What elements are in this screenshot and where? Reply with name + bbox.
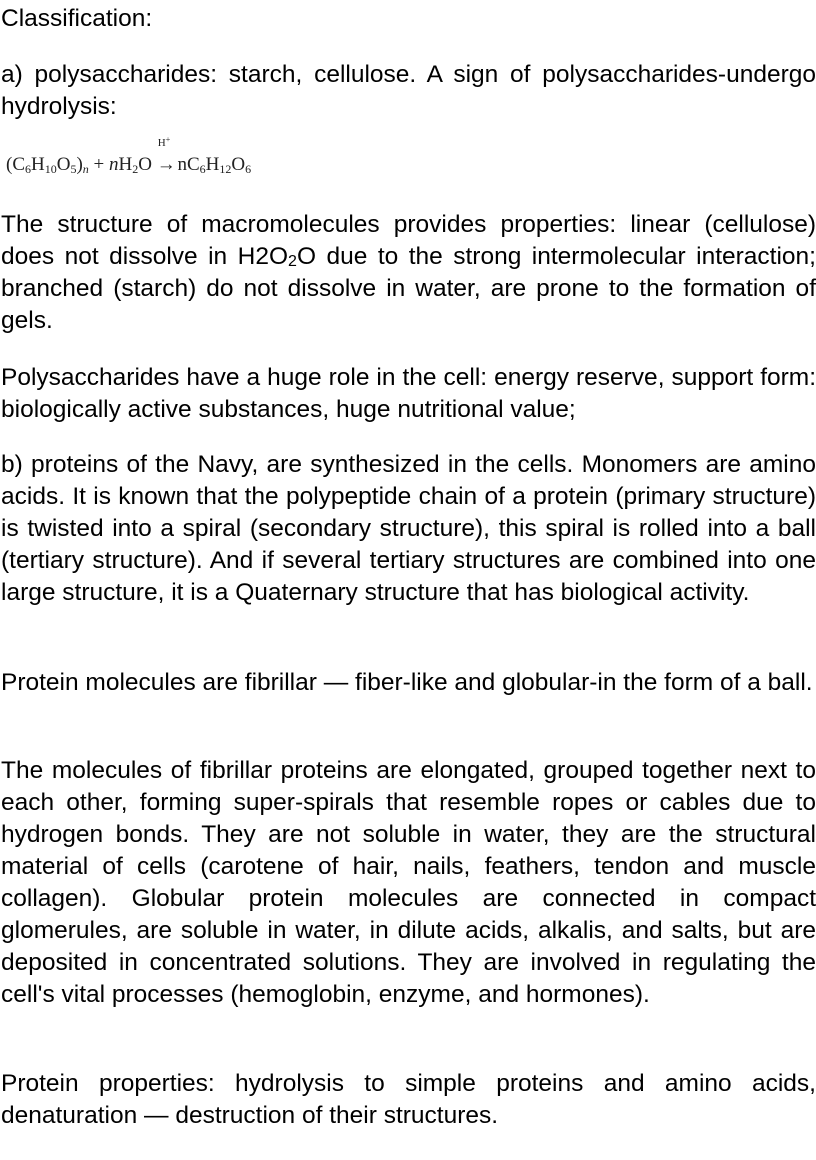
- hydrolysis-equation: $(C_6H_{10}O_5)_n + nH_2O$ H+ → $nC_6H_{12}O_6$: [6, 150, 251, 180]
- classification-heading: Classification:: [1, 5, 153, 32]
- proteins-paragraph: b) proteins of the Navy, are synthesized in the cells. Monomers are amino acids. It is known that the polypeptide chain of a protein (primary structure) is twisted into a spiral (secondary structure), this spiral is rolled into a ball (tertiary structure). And if several tertiary structures are combined into one large structure, it is a Quaternary structure that has biological activity.: [1, 451, 816, 606]
- reaction-arrow: H+ →: [156, 135, 176, 175]
- macromolecule-structure-paragraph: The structure of macromolecules provides properties: linear (cellulose) does not dissolve in $H2O_2O$ due to the strong intermolecular interaction; branched (starch) do not dissolve in water, are prone to the formation of gels.: [1, 211, 816, 334]
- polysaccharides-paragraph: a) polysaccharides: starch, cellulose. A sign of polysaccharides-undergo hydrolysis:: [1, 61, 816, 120]
- fibrillar-globular-paragraph: The molecules of fibrillar proteins are elongated, grouped together next to each other, forming super-spirals that resemble ropes or cables due to hydrogen bonds. They are not soluble in water, they are the structural material of cells (carotene of hair, nails, feathers, tendon and muscle collagen). Globular protein molecules are connected in compact glomerules, are soluble in water, in dilute acids, alkalis, and salts, but are deposited in concentrated solutions. They are involved in regulating the cell's vital processes (hemoglobin, enzyme, and hormones).: [1, 757, 816, 1008]
- protein-properties-paragraph: Protein properties: hydrolysis to simple proteins and amino acids, denaturation — destruction of their structures.: [1, 1070, 816, 1129]
- polysaccharide-role-paragraph: Polysaccharides have a huge role in the cell: energy reserve, support form: biologically active substances, huge nutritional value;: [1, 364, 816, 423]
- protein-molecules-paragraph: Protein molecules are fibrillar — fiber-like and globular-in the form of a ball.: [1, 669, 813, 696]
- catalyst-label: H+: [157, 135, 171, 149]
